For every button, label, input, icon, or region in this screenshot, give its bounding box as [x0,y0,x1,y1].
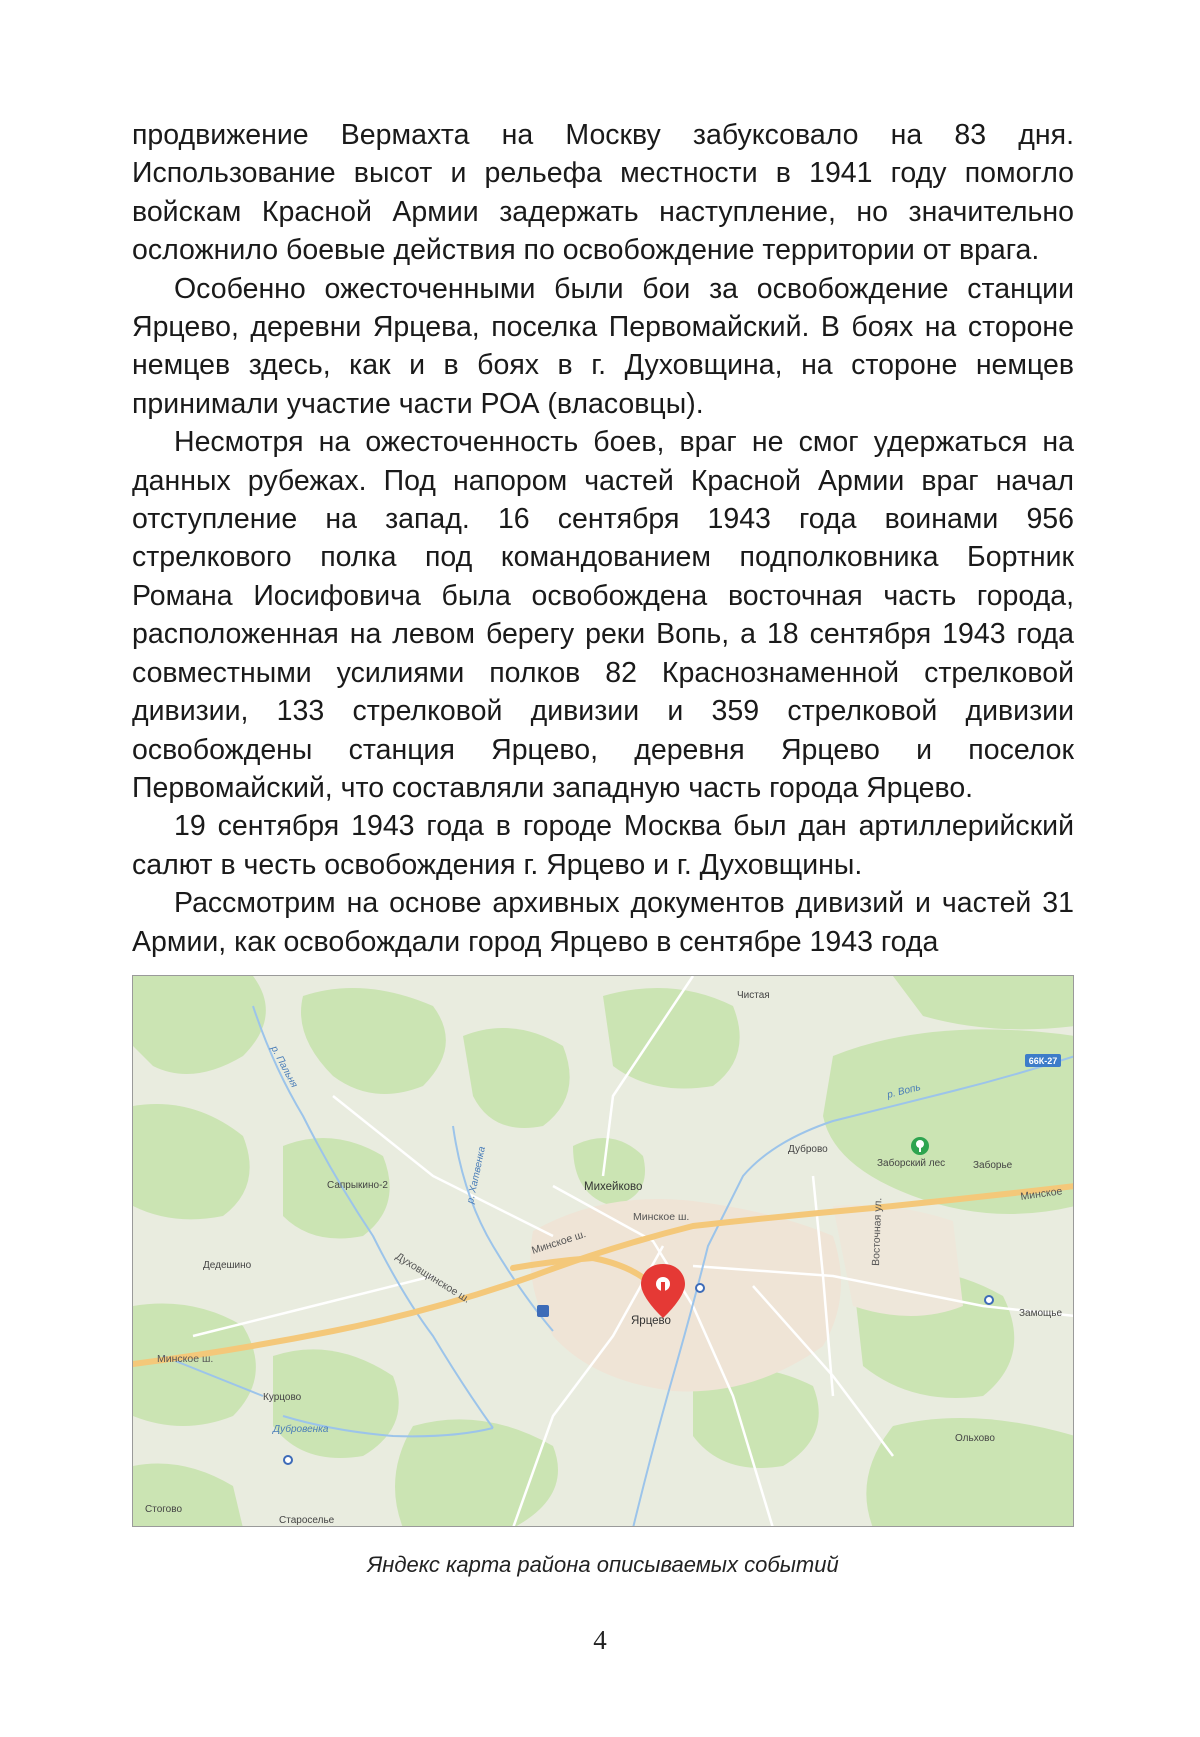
place-olkhovo: Ольхово [955,1433,995,1444]
road-badge-label: 66К-27 [1028,1056,1058,1066]
road-vostochnaya: Восточная ул. [870,1197,885,1267]
river-khatvenka: р. Хатвенка [465,1145,488,1205]
place-zaborye: Заборье [973,1160,1013,1171]
place-dedeshino: Дедешино [203,1260,252,1271]
place-zaborsky-les: Заборский лес [877,1158,946,1169]
paragraph-5: Рассмотрим на основе архивных документов дивизий и частей 31 Армии, как освобождали город Ярцево в сентябре 1943 года [132,887,1074,958]
place-mikheykovo: Михейково [584,1181,643,1193]
paragraph-2: Особенно ожесточенными были бои за освобождение станции Ярцево, деревни Ярцева, поселка Первомайский. В боях на стороне немцев здесь, как и в боях в г. Духовщина, на стороне немцев принимали участие части РОА (власовцы). [132,272,1074,420]
river-dubrovenka: Дубровенка [273,1424,329,1435]
page-number: 4 [593,1625,607,1655]
place-chistaya: Чистая [737,990,770,1001]
river-vop: р. Вопь [886,1081,922,1101]
place-yartsevo: Ярцево [631,1315,671,1327]
road-badge [1025,1054,1061,1067]
road-dukhovshchinskoe: Духовщинское ш. [393,1250,473,1306]
road-minskoe-west: Минское ш. [157,1353,214,1365]
park-icon [911,1137,929,1155]
paragraph-4: 19 сентября 1943 года в городе Москва был дан артиллерийский салют в честь освобождения г. Ярцево и г. Духовщины. [132,810,1074,881]
road-minskoe-top: Минское ш. [633,1211,690,1223]
paragraph-3: Несмотря на ожесточенность боев, враг не смог удержаться на данных рубежах. Под напором частей Красной Армии враг начал отступление на запад. 16 сентября 1943 года воинами 956 стрелкового полка под командованием подполковника Бортник Романа Иосифовича была освобождена восточная часть города, расположенная на левом берегу реки Вопь, а 18 сентября 1943 года совместными усилиями полков 82 Краснознаменной стрелковой дивизии, 133 стрелковой дивизии и 359 стрелковой дивизии освобождены станция Ярцево, деревня Ярцево и поселок Первомайский, что составляли западную часть города Ярцево. [132,426,1074,804]
place-saprykino: Сапрыкино-2 [327,1180,388,1191]
place-kurtsovo: Курцово [263,1392,302,1403]
road-minskoe-center: Минское ш. [530,1228,588,1257]
map-image [133,976,1074,1527]
map-figure [132,975,1074,1527]
body-text [132,116,1074,961]
place-zamoshye: Замощье [1019,1308,1063,1319]
figure-caption: Яндекс карта района описываемых событий [367,1552,839,1577]
river-palnya: р. Пальня [268,1044,300,1090]
place-dubrovo: Дуброво [788,1144,828,1155]
place-staroselye: Староселье [279,1515,335,1526]
paragraph-1: продвижение Вермахта на Москву забуксовало на 83 дня. Использование высот и рельефа местности в 1941 году помогло войскам Красной Армии задержать наступление, но значительно осложнило боевые действия по освобождение территории от врага. [132,119,1074,267]
place-stogovo: Стогово [145,1504,183,1515]
road-minskoe-east: Минское [1019,1185,1064,1203]
